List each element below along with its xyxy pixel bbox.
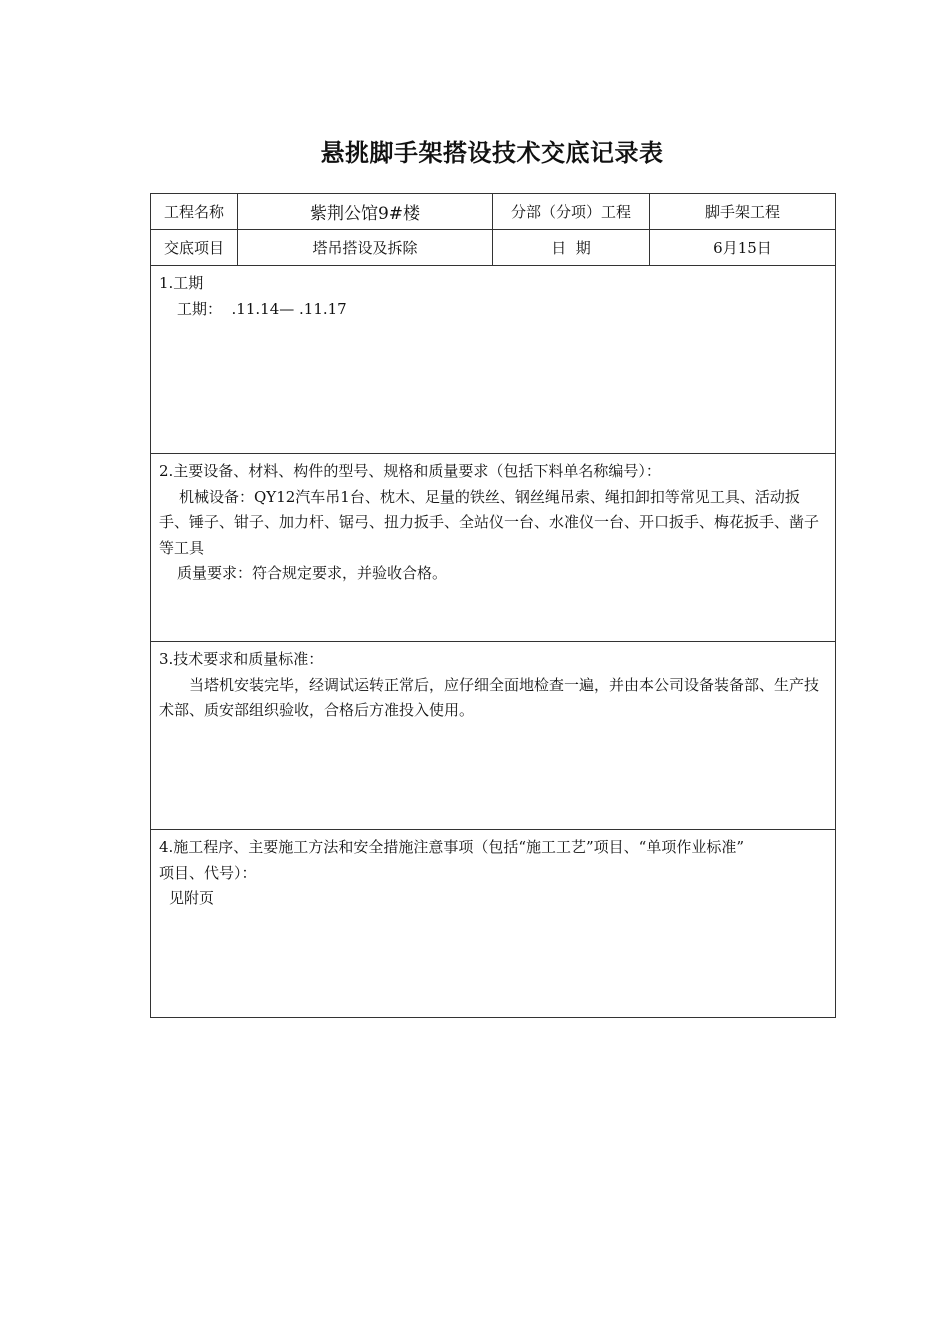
section-1-heading: 1.工期 [159,274,204,292]
section-2-heading: 2.主要设备、材料、构件的型号、规格和质量要求（包括下料单名称编号）： [159,462,661,480]
header-row-item [151,230,836,266]
item-label: 交底项目 [151,230,238,266]
document-title: 悬挑脚手架搭设技术交底记录表 [320,138,664,167]
section-procedure [151,830,836,1018]
schedule-period: 工期： .11.14— .11.17 [177,299,347,318]
section-schedule [151,266,836,454]
header-row-project [151,194,836,230]
quality-text: 质量要求：符合规定要求，并验收合格。 [177,564,448,582]
section-3-heading: 3.技术要求和质量标准： [159,650,324,668]
section-4-heading-cont: 项目、代号）： [159,863,257,882]
item-value: 塔吊搭设及拆除 [238,230,493,266]
section-4-heading: 4.施工程序、主要施工方法和安全措施注意事项（包括“施工工艺”项目、“单项作业标准” [159,838,744,856]
section-equipment [151,454,836,642]
project-name-value: 紫荆公馆9#楼 [238,194,493,230]
date-label: 日 期 [493,230,650,266]
see-appendix-text: 见附页 [169,889,215,907]
project-name-label: 工程名称 [151,194,238,230]
subproject-value: 脚手架工程 [650,194,836,230]
section-technical [151,642,836,830]
date-value: 6月15日 [650,230,836,266]
technical-text: 当塔机安装完毕，经调试运转正常后，应仔细全面地检查一遍，并由本公司设备装备部、生产技术部、质安部组织验收，合格后方准投入使用。 [159,675,820,719]
subproject-label: 分部（分项）工程 [493,194,650,230]
equipment-text: 机械设备：QY12汽车吊1台、枕木、足量的铁丝、钢丝绳吊索、绳扣卸扣等常见工具、活动扳手、锤子、钳子、加力杆、锯弓、扭力扳手、全站仪一台、水准仪一台、开口扳手、梅花扳手、凿子等工具 [159,487,820,557]
disclosure-record-table [150,193,836,1018]
